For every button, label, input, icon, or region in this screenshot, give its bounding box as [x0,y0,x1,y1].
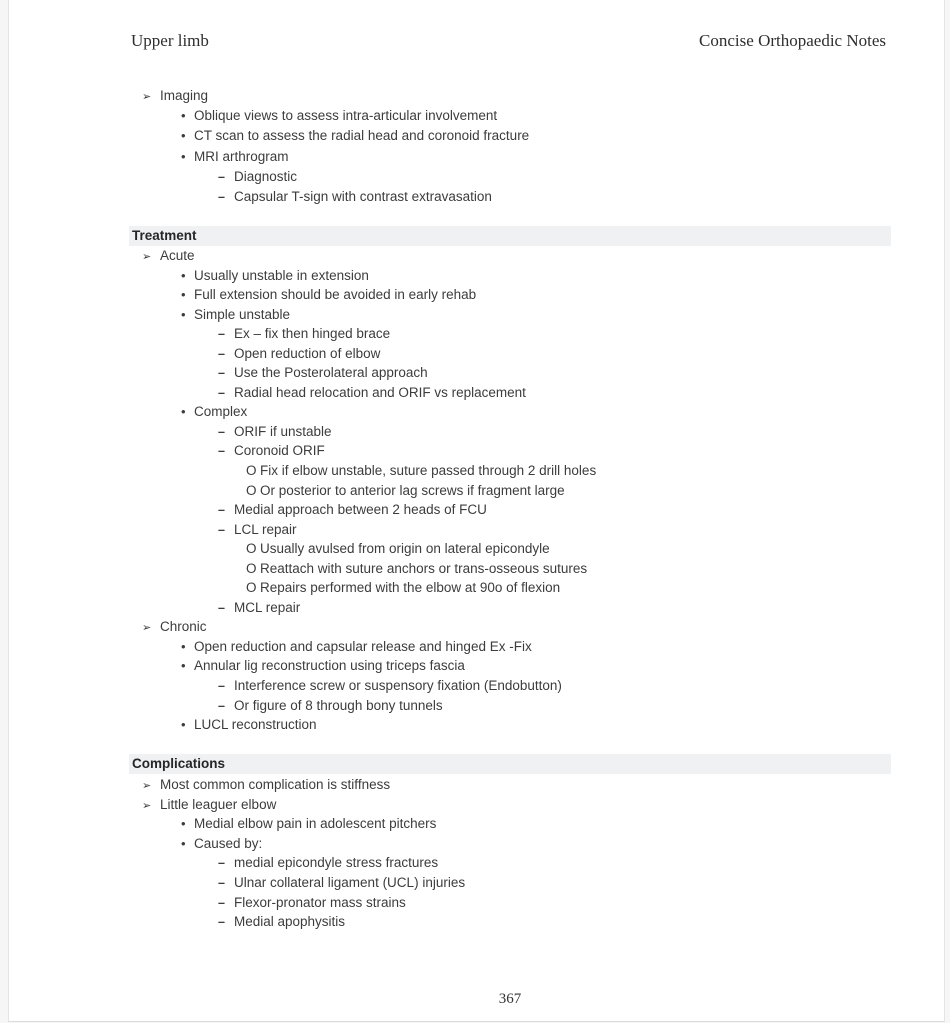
list-item [0,715,950,735]
dash-bullet-icon: – [218,915,225,930]
list-item-text: Simple unstable [194,306,291,322]
list-item [0,383,950,403]
list-item [0,559,950,579]
list-item [0,656,950,676]
list-item [0,266,950,286]
section-heading-treatment [129,226,891,246]
list-item-text: Usually unstable in extension [194,267,369,283]
dot-bullet-icon: • [181,128,186,144]
section-heading-label: Complications [132,756,226,771]
dot-bullet-icon: • [181,638,186,654]
list-item [0,696,950,716]
section-heading-label: Treatment [132,228,197,243]
list-item-text: Open reduction of elbow [234,345,381,361]
dash-bullet-icon: – [218,895,225,910]
list-item [0,520,950,540]
dash-bullet-icon: – [218,189,225,204]
list-item [0,834,950,854]
dash-bullet-icon: – [218,875,225,890]
list-item-text: Interference screw or suspensory fixation (Endobutton) [234,678,562,694]
list-item [0,676,950,696]
list-item-text: Little leaguer elbow [160,796,277,812]
dot-bullet-icon: • [181,835,186,851]
list-item-text: Flexor-pronator mass strains [234,894,406,910]
dot-bullet-icon: • [181,816,186,832]
list-item [0,402,950,422]
list-item-text: Ex – fix then hinged brace [234,326,391,342]
dash-bullet-icon: – [218,346,225,361]
list-item-text: LUCL reconstruction [194,717,317,733]
list-item [0,246,950,266]
imaging-list [0,86,950,207]
list-item-text: Coronoid ORIF [234,443,325,459]
list-item [0,285,950,305]
list-item-text: Use the Posterolateral approach [234,365,428,381]
list-item-text: Medial apophysitis [234,914,346,930]
list-item [0,912,950,932]
circle-bullet-icon: O [246,463,257,479]
list-item [0,853,950,873]
list-item [0,795,950,815]
list-item-text: Full extension should be avoided in early rehab [194,287,477,303]
list-item [0,363,950,383]
dash-bullet-icon: – [218,679,225,694]
arrow-bullet-icon: ➢ [142,251,152,263]
list-item [0,147,950,167]
treatment-list [0,246,950,735]
list-item-text: MCL repair [234,599,301,615]
circle-bullet-icon: O [246,541,257,557]
dash-bullet-icon: – [218,327,225,342]
dot-bullet-icon: • [181,267,186,283]
list-item-text: Capsular T-sign with contrast extravasation [234,188,492,204]
list-item-text: Usually avulsed from origin on lateral epicondyle [260,541,550,557]
list-item-text: Radial head relocation and ORIF vs replacement [234,384,526,400]
dot-bullet-icon: • [181,287,186,303]
list-item [0,324,950,344]
list-item-text: medial epicondyle stress fractures [234,855,439,871]
list-item-text: CT scan to assess the radial head and coronoid fracture [194,128,530,144]
arrow-bullet-icon: ➢ [142,780,152,792]
page-number: 367 [498,991,522,1007]
dash-bullet-icon: – [218,698,225,713]
list-item [0,167,950,187]
list-item-text: LCL repair [234,521,297,537]
list-item [0,637,950,657]
dot-bullet-icon: • [181,108,186,124]
circle-bullet-icon: O [246,482,257,498]
list-item-text: ORIF if unstable [234,423,332,439]
list-item [0,422,950,442]
dash-bullet-icon: – [218,856,225,871]
list-item-text: Imaging [160,88,209,103]
list-item-text: Or posterior to anterior lag screws if fragment large [260,482,565,498]
list-item [0,86,950,106]
dot-bullet-icon: • [181,148,186,164]
list-item [0,106,950,126]
list-item [0,775,950,795]
list-item [0,814,950,834]
list-item-text: Medial approach between 2 heads of FCU [234,502,487,518]
dash-bullet-icon: – [218,522,225,537]
list-item [0,893,950,913]
dash-bullet-icon: – [218,444,225,459]
dash-bullet-icon: – [218,169,225,184]
arrow-bullet-icon: ➢ [142,622,152,635]
list-item-text: Repairs performed with the elbow at 90o of flexion [260,580,561,596]
list-item-text: Fix if elbow unstable, suture passed through 2 drill holes [260,463,597,479]
list-item [0,126,950,146]
dash-bullet-icon: – [218,503,225,518]
list-item-text: Chronic [160,619,207,635]
dash-bullet-icon: – [218,424,225,439]
list-item [0,539,950,559]
list-item-text: MRI arthrogram [194,148,289,164]
dash-bullet-icon: – [218,366,225,381]
list-item-text: Open reduction and capsular release and hinged Ex -Fix [194,638,532,654]
list-item-text: Complex [194,404,248,420]
circle-bullet-icon: O [246,580,257,596]
list-item [0,578,950,598]
list-item [0,617,950,637]
running-header-book-title: Concise Orthopaedic Notes [699,31,886,50]
list-item [0,500,950,520]
list-item [0,461,950,481]
dot-bullet-icon: • [181,306,186,322]
circle-bullet-icon: O [246,560,257,576]
list-item [0,187,950,207]
list-item [0,873,950,893]
arrow-bullet-icon: ➢ [142,91,152,103]
list-item-text: Oblique views to assess intra-articular involvement [194,108,498,124]
complications-list [0,775,950,932]
dot-bullet-icon: • [181,658,186,674]
list-item [0,598,950,618]
list-item-text: Acute [160,248,195,263]
list-item [0,441,950,461]
list-item-text: Reattach with suture anchors or trans-osseous sutures [260,560,588,576]
list-item-text: Diagnostic [234,168,298,184]
dash-bullet-icon: – [218,600,225,615]
list-item [0,305,950,325]
arrow-bullet-icon: ➢ [142,799,152,812]
list-item-text: Ulnar collateral ligament (UCL) injuries [234,874,466,890]
list-item [0,344,950,364]
running-header-section: Upper limb [131,31,209,50]
list-item-text: Annular lig reconstruction using triceps fascia [194,658,465,674]
list-item-text: Most common complication is stiffness [160,777,391,792]
dot-bullet-icon: • [181,717,186,733]
list-item-text: Caused by: [194,835,263,851]
section-heading-complications [129,754,891,774]
dash-bullet-icon: – [218,385,225,400]
list-item-text: Or figure of 8 through bony tunnels [234,697,443,713]
dot-bullet-icon: • [181,404,186,420]
list-item-text: Medial elbow pain in adolescent pitchers [194,816,437,832]
list-item [0,481,950,501]
